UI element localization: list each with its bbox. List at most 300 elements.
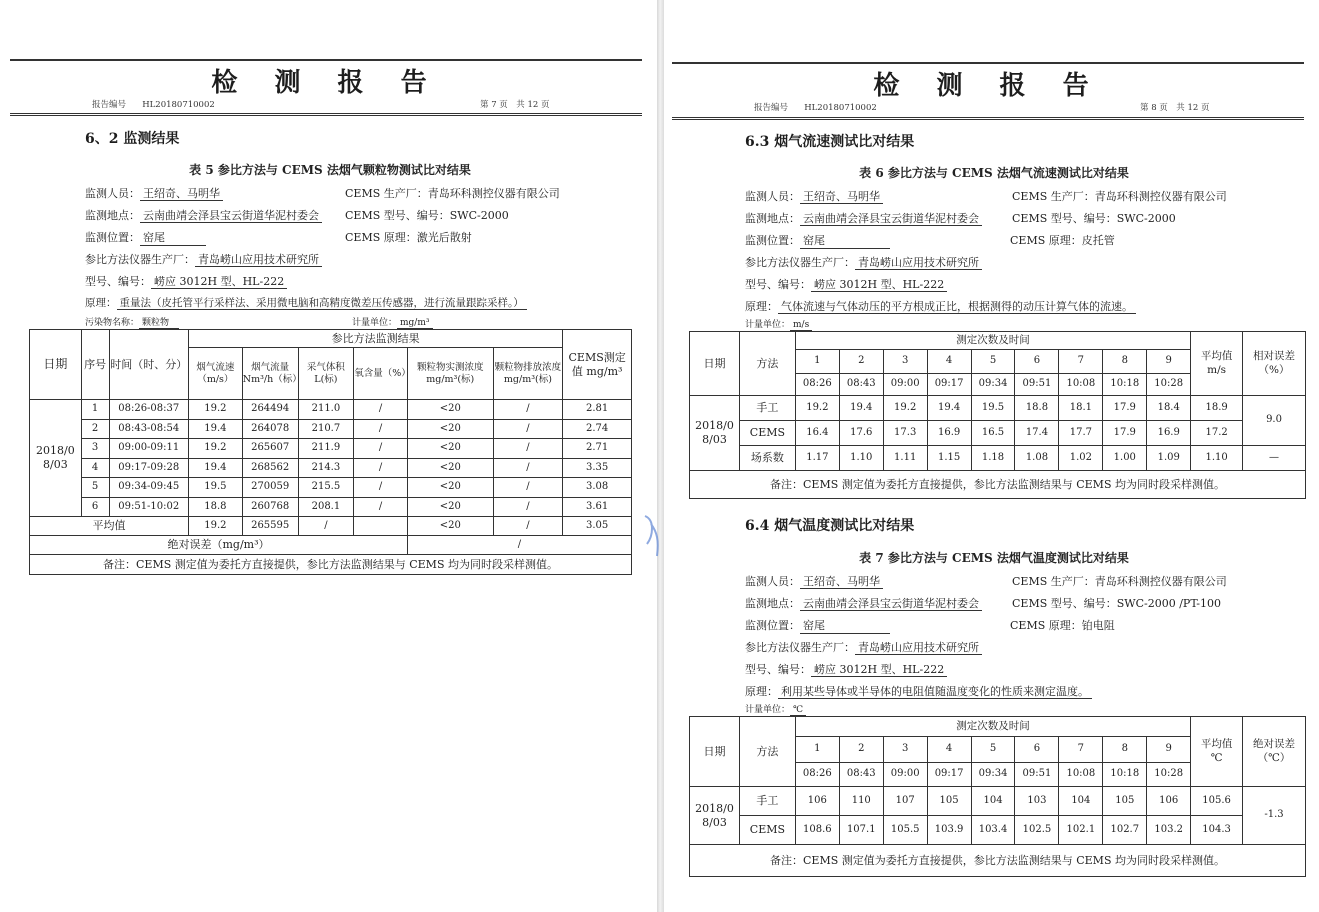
cell-error: 9.0: [1243, 396, 1306, 446]
field-model: [1012, 210, 1176, 226]
field-staff: [85, 185, 223, 201]
field-label: 监测人员：: [745, 575, 800, 588]
sub-header: 采气体积 L(标): [298, 348, 354, 400]
cell-c: <20: [407, 497, 493, 517]
cell-value: 16.9: [1147, 421, 1191, 446]
cell-value: 1.18: [971, 446, 1015, 471]
header-run-time: 09:51: [1015, 374, 1059, 396]
note: 备注：CEMS 测定值为委托方直接提供，参比方法监测结果与 CEMS 均为同时段采样测值。: [30, 555, 632, 575]
table-row: [690, 396, 1306, 421]
field-method: [85, 295, 527, 310]
cell-method: 场系数: [739, 446, 795, 471]
field-ref-model: [85, 273, 287, 289]
avg-o2: [354, 517, 408, 536]
cell-seq: 4: [81, 458, 109, 478]
header-time: 时间（时、分）: [109, 330, 188, 400]
cell-cems: 2.74: [563, 419, 632, 439]
cell-e: /: [493, 400, 563, 420]
header-run-number: 2: [839, 737, 883, 763]
header-run-time: 10:28: [1147, 763, 1191, 787]
header-average: 平均值 m/s: [1191, 332, 1243, 396]
header-row: [690, 332, 1306, 350]
field-value: 王绍奇、马明华: [800, 575, 883, 589]
header-run-number: 9: [1147, 737, 1191, 763]
cell-error: -1.3: [1243, 787, 1306, 845]
cell-value: 103.9: [927, 816, 971, 845]
header-run-number: 7: [1059, 350, 1103, 374]
cell-value: 110: [839, 787, 883, 816]
cell-value: 108.6: [795, 816, 839, 845]
header-run-time: 10:08: [1059, 374, 1103, 396]
cell-e: /: [493, 497, 563, 517]
cell-o2: /: [354, 419, 408, 439]
table-row: [690, 446, 1306, 471]
field-principle: [345, 229, 472, 245]
field-value: 崂应 3012H 型、HL-222: [811, 278, 947, 292]
header-run-time: 09:51: [1015, 763, 1059, 787]
note: 备注：CEMS 测定值为委托方直接提供，参比方法监测结果与 CEMS 均为同时段采样测值。: [690, 845, 1306, 877]
header-run-time: 08:26: [795, 374, 839, 396]
cell-q: 268562: [242, 458, 298, 478]
cell-c: <20: [407, 458, 493, 478]
cell-value: 17.3: [883, 421, 927, 446]
page-info: 第 8 页 共 12 页: [1140, 103, 1210, 113]
cell-method: CEMS: [739, 816, 795, 845]
cell-average: 104.3: [1191, 816, 1243, 845]
header-run-number: 3: [883, 737, 927, 763]
cell-c: <20: [407, 478, 493, 498]
field-method: [745, 683, 1092, 699]
cell-o2: /: [354, 458, 408, 478]
table-title: 表 5 参比方法与 CEMS 法烟气颗粒物测试比对结果: [189, 163, 471, 177]
cell-value: 102.5: [1015, 816, 1059, 845]
header-seq: 序号: [81, 330, 109, 400]
note-row: [30, 555, 632, 575]
cell-method: CEMS: [739, 421, 795, 446]
sub-header: 氧含量（%）: [354, 348, 408, 400]
cell-value: 104: [1059, 787, 1103, 816]
header-run-number: 1: [795, 350, 839, 374]
header-error: 相对误差（%）: [1243, 332, 1306, 396]
cell-o2: /: [354, 497, 408, 517]
cell-time: 09:51-10:02: [109, 497, 188, 517]
cell-seq: 5: [81, 478, 109, 498]
field-model: [345, 207, 509, 223]
cell-vol: 214.3: [298, 458, 354, 478]
cell-value: 17.9: [1103, 396, 1147, 421]
field-ref-maker: [745, 639, 982, 655]
header-date: 日期: [690, 717, 740, 787]
cell-time: 09:00-09:11: [109, 439, 188, 459]
field-label: CEMS 生产厂：: [345, 187, 428, 200]
field-model: [1012, 595, 1221, 611]
header-date: 日期: [30, 330, 82, 400]
header-rule: [672, 117, 1304, 120]
field-value: 青岛环科测控仪器有限公司: [1094, 575, 1227, 588]
header-row: [690, 717, 1306, 737]
cell-value: 105: [1103, 787, 1147, 816]
header-group: 测定次数及时间: [795, 332, 1190, 350]
header-run-time: 09:17: [927, 763, 971, 787]
field-label: 参比方法仪器生产厂：: [85, 253, 195, 266]
header-cems: CEMS测定值 mg/m³: [563, 330, 632, 400]
top-rule: [10, 59, 642, 61]
cell-value: 19.4: [927, 396, 971, 421]
cell-cems: 3.08: [563, 478, 632, 498]
field-value: mg/m³: [397, 318, 432, 329]
field-position: [85, 229, 206, 246]
report-number-value: HL20180710002: [804, 103, 877, 113]
field-value: 崂应 3012H 型、HL-222: [151, 275, 287, 289]
temperature-table: [689, 716, 1306, 877]
avg-vol: /: [298, 517, 354, 536]
note: 备注：CEMS 测定值为委托方直接提供，参比方法监测结果与 CEMS 均为同时段采样测值。: [690, 471, 1306, 499]
cell-value: 1.10: [839, 446, 883, 471]
field-label: 型号、编号：: [745, 278, 811, 291]
cell-seq: 6: [81, 497, 109, 517]
cell-q: 264494: [242, 400, 298, 420]
cell-value: 19.4: [839, 396, 883, 421]
field-staff: [745, 573, 883, 589]
field-value: 青岛环科测控仪器有限公司: [1094, 190, 1227, 203]
cell-e: /: [493, 419, 563, 439]
header-average: 平均值 ℃: [1191, 717, 1243, 787]
field-method: [745, 298, 1136, 314]
avg-q: 265595: [242, 517, 298, 536]
report-title: 检 测 报 告: [873, 71, 1103, 101]
field-label: 监测位置：: [745, 234, 800, 247]
field-unit: [352, 315, 433, 328]
report-number: [92, 98, 215, 110]
page-info: 第 7 页 共 12 页: [480, 100, 550, 110]
cell-time: 09:17-09:28: [109, 458, 188, 478]
field-label: 监测人员：: [745, 190, 800, 203]
cell-value: 103.4: [971, 816, 1015, 845]
cell-cems: 2.71: [563, 439, 632, 459]
field-position: [745, 617, 890, 634]
cell-cems: 3.35: [563, 458, 632, 478]
cell-vol: 208.1: [298, 497, 354, 517]
cell-v: 19.5: [188, 478, 242, 498]
cell-value: 18.4: [1147, 396, 1191, 421]
cell-value: 18.8: [1015, 396, 1059, 421]
field-label: CEMS 型号、编号：: [345, 209, 450, 222]
header-rule: [10, 113, 642, 116]
cell-e: /: [493, 439, 563, 459]
cell-c: <20: [407, 439, 493, 459]
field-unit: [745, 317, 812, 330]
field-label: 型号、编号：: [85, 275, 151, 288]
cell-value: 19.2: [795, 396, 839, 421]
field-label: CEMS 原理：: [1010, 234, 1082, 247]
cell-time: 08:26-08:37: [109, 400, 188, 420]
header-run-number: 9: [1147, 350, 1191, 374]
cell-value: 1.08: [1015, 446, 1059, 471]
header-run-number: 6: [1015, 737, 1059, 763]
cell-q: 260768: [242, 497, 298, 517]
cell-value: 104: [971, 787, 1015, 816]
cell-value: 1.00: [1103, 446, 1147, 471]
cell-value: 17.9: [1103, 421, 1147, 446]
cell-average: 1.10: [1191, 446, 1243, 471]
field-value: 青岛崂山应用技术研究所: [855, 641, 982, 655]
field-value: SWC-2000: [1116, 212, 1176, 225]
field-value: ℃: [790, 705, 806, 716]
cell-value: 16.9: [927, 421, 971, 446]
header-run-time: 09:00: [883, 374, 927, 396]
table-row: [690, 421, 1306, 446]
cell-value: 16.5: [971, 421, 1015, 446]
report-number: [754, 101, 877, 113]
header-run-time: 10:18: [1103, 374, 1147, 396]
cell-cems: 2.81: [563, 400, 632, 420]
abs-error-row: [30, 536, 632, 555]
field-label: 监测位置：: [85, 231, 140, 244]
table-row: [30, 497, 632, 517]
header-run-time: 10:28: [1147, 374, 1191, 396]
report-number-label: 报告编号: [754, 103, 789, 113]
cell-vol: 215.5: [298, 478, 354, 498]
cell-value: 19.5: [971, 396, 1015, 421]
right-page: [664, 0, 1319, 912]
cell-e: /: [493, 458, 563, 478]
field-label: 监测地点：: [745, 212, 800, 225]
cell-value: 16.4: [795, 421, 839, 446]
header-run-time: 09:17: [927, 374, 971, 396]
cell-c: <20: [407, 400, 493, 420]
cell-value: 1.09: [1147, 446, 1191, 471]
table-row: [690, 787, 1306, 816]
field-value: 皮托管: [1081, 234, 1115, 247]
sub-header: 烟气流速（m/s）: [188, 348, 242, 400]
cell-q: 270059: [242, 478, 298, 498]
header-run-number: 2: [839, 350, 883, 374]
header-run-time: 08:43: [839, 763, 883, 787]
field-pollutant: [85, 315, 179, 329]
cell-field-error: —: [1243, 446, 1306, 471]
field-value: m/s: [790, 320, 812, 331]
header-run-time: 09:00: [883, 763, 927, 787]
cell-v: 19.4: [188, 458, 242, 478]
header-run-number: 6: [1015, 350, 1059, 374]
header-run-number: 8: [1103, 737, 1147, 763]
field-label: 原理：: [745, 685, 778, 698]
cell-value: 103: [1015, 787, 1059, 816]
avg-cems: 3.05: [563, 517, 632, 536]
field-ref-maker: [745, 254, 982, 270]
field-value: SWC-2000 /PT-100: [1116, 597, 1221, 610]
cell-value: 107: [883, 787, 927, 816]
header-run-number: 3: [883, 350, 927, 374]
field-principle: [1010, 617, 1115, 633]
table-row: [30, 400, 632, 420]
field-site: [85, 207, 322, 223]
cell-value: 107.1: [839, 816, 883, 845]
field-value: 青岛环科测控仪器有限公司: [427, 187, 560, 200]
field-ref-model: [745, 276, 947, 292]
table-row: [30, 478, 632, 498]
header-run-number: 7: [1059, 737, 1103, 763]
field-label: 监测位置：: [745, 619, 800, 632]
particulate-table: [29, 329, 632, 575]
header-date: 日期: [690, 332, 740, 396]
cell-average: 18.9: [1191, 396, 1243, 421]
cell-value: 105: [927, 787, 971, 816]
header-run-number: 4: [927, 737, 971, 763]
table6-title: 表 6 参比方法与 CEMS 法烟气流速测试比对结果: [859, 166, 1129, 180]
report-number-value: HL20180710002: [142, 100, 215, 110]
cell-value: 19.2: [883, 396, 927, 421]
field-label: 污染物名称：: [85, 318, 140, 328]
cell-value: 1.11: [883, 446, 927, 471]
velocity-table: [689, 331, 1306, 499]
page-divider: [657, 0, 664, 912]
field-value: 气体流速与气体动压的平方根成正比，根据测得的动压计算气体的流速。: [778, 300, 1136, 314]
sub-header: 颗粒物实测浓度 mg/m³(标): [407, 348, 493, 400]
cell-value: 106: [795, 787, 839, 816]
abs-error-value: /: [407, 536, 631, 555]
cell-vol: 211.9: [298, 439, 354, 459]
field-value: 窑尾: [800, 232, 890, 249]
header-run-time: 10:08: [1059, 763, 1103, 787]
abs-error-label: 绝对误差（mg/m³）: [30, 536, 408, 555]
cell-time: 09:34-09:45: [109, 478, 188, 498]
field-label: 型号、编号：: [745, 663, 811, 676]
field-label: CEMS 原理：: [345, 231, 417, 244]
field-value: 云南曲靖会泽县宝云街道华泥村委会: [800, 597, 982, 611]
field-value: 云南曲靖会泽县宝云街道华泥村委会: [800, 212, 982, 226]
field-value: 颗粒物: [139, 315, 179, 329]
field-label: CEMS 原理：: [1010, 619, 1082, 632]
cell-o2: /: [354, 478, 408, 498]
cell-q: 265607: [242, 439, 298, 459]
field-label: 监测地点：: [85, 209, 140, 222]
field-value: 窑尾: [140, 229, 206, 246]
cell-e: /: [493, 478, 563, 498]
header-group: 测定次数及时间: [795, 717, 1190, 737]
field-value: 崂应 3012H 型、HL-222: [811, 663, 947, 677]
cell-value: 106: [1147, 787, 1191, 816]
top-rule: [672, 62, 1304, 64]
field-value: 王绍奇、马明华: [140, 187, 223, 201]
header-method: 方法: [739, 717, 795, 787]
cell-v: 19.4: [188, 419, 242, 439]
cell-method: 手工: [739, 787, 795, 816]
cell-vol: 211.0: [298, 400, 354, 420]
field-site: [745, 595, 982, 611]
field-value: 利用某些导体或半导体的电阻值随温度变化的性质来测定温度。: [778, 685, 1092, 699]
table-row: [30, 439, 632, 459]
cell-seq: 3: [81, 439, 109, 459]
report-title: 检 测 报 告: [211, 68, 441, 98]
cell-o2: /: [354, 439, 408, 459]
field-ref-model: [745, 661, 947, 677]
cell-value: 17.4: [1015, 421, 1059, 446]
field-value: SWC-2000: [449, 209, 509, 222]
cell-seq: 2: [81, 419, 109, 439]
cell-q: 264078: [242, 419, 298, 439]
header-run-time: 08:26: [795, 763, 839, 787]
avg-c: <20: [407, 517, 493, 536]
field-maker: [1012, 573, 1227, 589]
field-staff: [745, 188, 883, 204]
sub-header: 颗粒物排放浓度 mg/m³(标): [493, 348, 563, 400]
field-label: CEMS 型号、编号：: [1012, 597, 1117, 610]
average-label: 平均值: [30, 517, 189, 536]
field-label: 计量单位：: [745, 320, 791, 330]
field-maker: [345, 185, 560, 201]
field-label: 计量单位：: [745, 705, 791, 715]
field-label: 原理：: [745, 300, 778, 313]
cell-seq: 1: [81, 400, 109, 420]
field-label: 计量单位：: [352, 318, 398, 328]
field-site: [745, 210, 982, 226]
cell-cems: 3.61: [563, 497, 632, 517]
field-label: CEMS 生产厂：: [1012, 190, 1095, 203]
header-run-number: 4: [927, 350, 971, 374]
field-value: 重量法（皮托管平行采样法、采用微电脑和高精度微差压传感器，进行流量跟踪采样。）: [117, 297, 527, 310]
field-label: 原理：: [85, 297, 117, 309]
sub-header: 烟气流量 Nm³/h（标）: [242, 348, 298, 400]
cell-value: 17.7: [1059, 421, 1103, 446]
cell-date: 2018/0 8/03: [30, 400, 82, 517]
field-ref-maker: [85, 251, 322, 267]
header-error: 绝对误差（℃）: [1243, 717, 1306, 787]
left-page: [0, 0, 657, 912]
cell-date: 2018/0 8/03: [690, 396, 740, 471]
cell-value: 18.1: [1059, 396, 1103, 421]
table7-title: 表 7 参比方法与 CEMS 法烟气温度测试比对结果: [859, 551, 1129, 565]
field-value: 铂电阻: [1081, 619, 1115, 632]
cell-method: 手工: [739, 396, 795, 421]
cell-c: <20: [407, 419, 493, 439]
section-title-velocity: 6.3 烟气流速测试比对结果: [745, 134, 915, 150]
report-number-label: 报告编号: [92, 100, 127, 110]
field-label: CEMS 生产厂：: [1012, 575, 1095, 588]
field-position: [745, 232, 890, 249]
cell-v: 19.2: [188, 400, 242, 420]
field-value: 王绍奇、马明华: [800, 190, 883, 204]
note-row: [690, 845, 1306, 877]
cell-value: 103.2: [1147, 816, 1191, 845]
avg-e: /: [493, 517, 563, 536]
cell-value: 105.5: [883, 816, 927, 845]
field-label: 参比方法仪器生产厂：: [745, 256, 855, 269]
cell-average: 105.6: [1191, 787, 1243, 816]
field-unit: [745, 702, 806, 715]
table-row: [690, 816, 1306, 845]
cell-value: 1.15: [927, 446, 971, 471]
section-title: 6、2 监测结果: [85, 131, 180, 147]
cell-value: 1.02: [1059, 446, 1103, 471]
cell-value: 102.1: [1059, 816, 1103, 845]
field-value: 云南曲靖会泽县宝云街道华泥村委会: [140, 209, 322, 223]
cell-vol: 210.7: [298, 419, 354, 439]
header-run-number: 8: [1103, 350, 1147, 374]
field-value: 青岛崂山应用技术研究所: [195, 253, 322, 267]
header-run-number: 1: [795, 737, 839, 763]
field-value: 激光后散射: [416, 231, 472, 244]
header-run-time: 09:34: [971, 374, 1015, 396]
cell-v: 18.8: [188, 497, 242, 517]
header-run-number: 5: [971, 737, 1015, 763]
header-ref-group: 参比方法监测结果: [188, 330, 562, 348]
cell-value: 1.17: [795, 446, 839, 471]
cell-value: 17.6: [839, 421, 883, 446]
field-label: 参比方法仪器生产厂：: [745, 641, 855, 654]
table-row: [30, 419, 632, 439]
cell-value: 102.7: [1103, 816, 1147, 845]
